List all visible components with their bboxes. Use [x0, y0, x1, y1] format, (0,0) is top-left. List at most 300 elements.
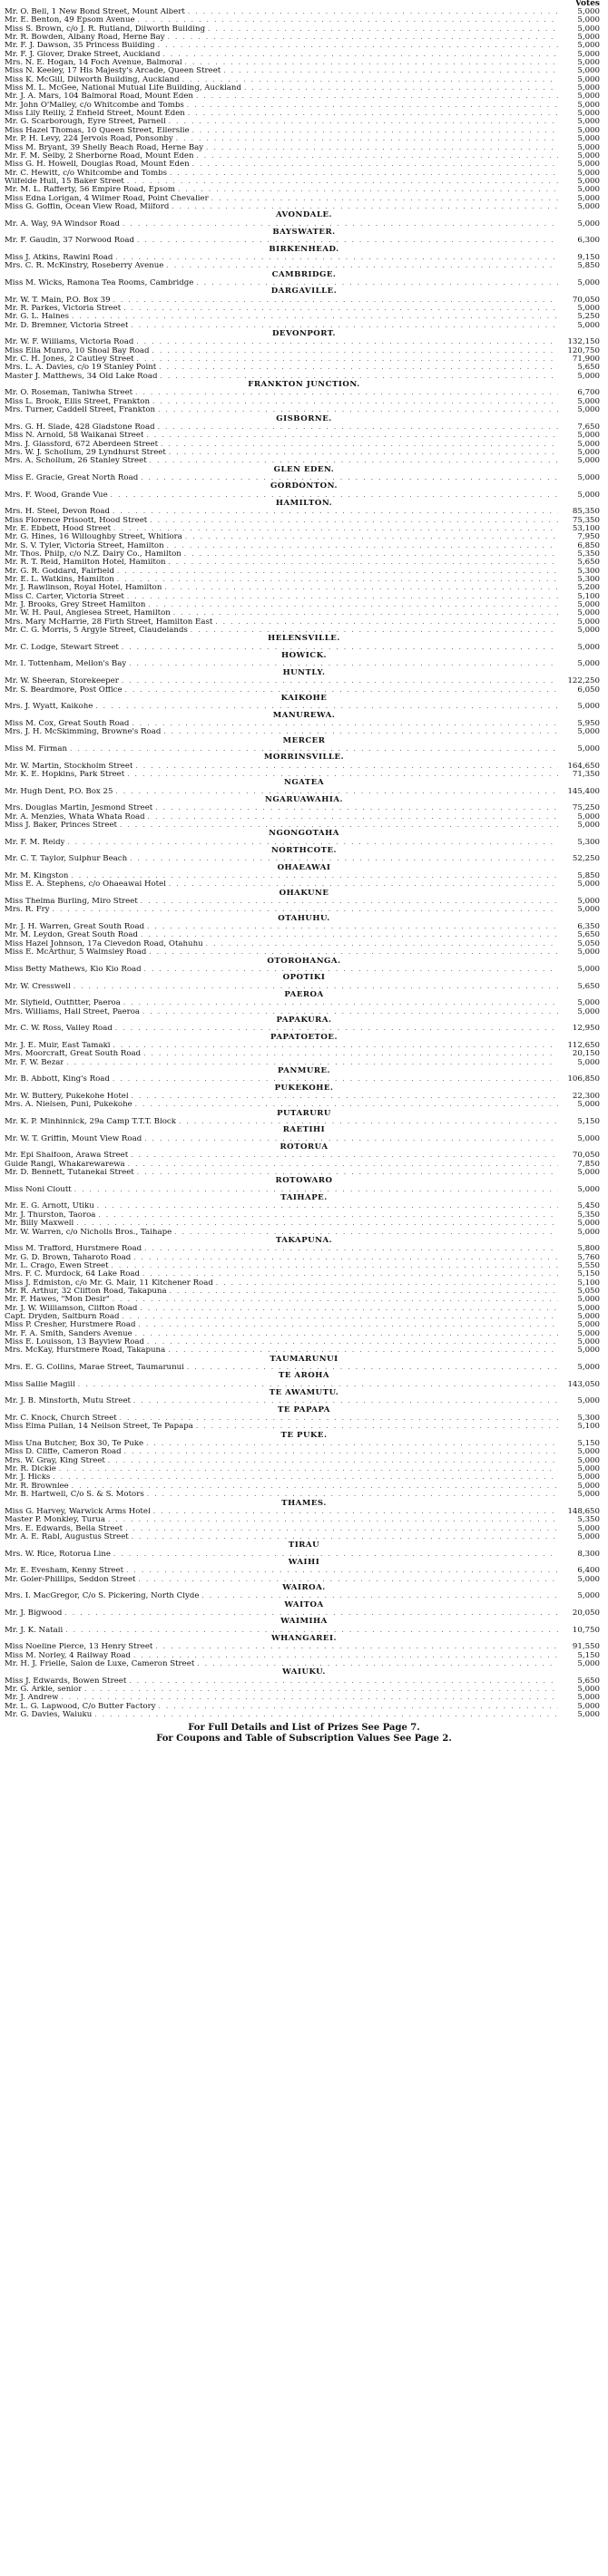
dot-leader [184, 1364, 558, 1372]
dot-leader [144, 1491, 558, 1499]
list-item [5, 923, 603, 931]
vote-count: 5,000 [577, 1312, 600, 1321]
list-item [5, 872, 603, 880]
entrant-name: Wilfelde Hull, 15 Baker Street [5, 177, 124, 186]
dot-leader [121, 999, 558, 1007]
list-item [5, 170, 603, 178]
entrant-name: Mr. J. B. Minsforth, Mutu Street [5, 1397, 131, 1406]
entrant-name: Mr. W. Buttery, Pukekohe Hotel [5, 1093, 129, 1101]
entrant-name: Miss Hazel Johnson, 17a Clevedon Road, Otahuhu [5, 939, 203, 948]
entrant-name: Miss G. Harvey, Warwick Arms Hotel [5, 1507, 151, 1516]
entrant-name: Mr. C. G. Morris, 5 Argyle Street, Claudelands [5, 627, 188, 636]
list-item [5, 1643, 603, 1651]
dot-leader [129, 1533, 558, 1541]
list-item [5, 1525, 603, 1533]
list-item [5, 449, 603, 457]
entrant-name: Guide Rangi, Whakarewarewa [5, 1160, 125, 1169]
entry-list [5, 8, 603, 1719]
dot-leader [165, 34, 558, 42]
entrant-name: Mr. F. J. Dawson, 35 Princess Building [5, 42, 155, 51]
entrant-name: Mr. J. Hicks [5, 1473, 51, 1482]
vote-count: 5,000 [577, 194, 600, 203]
entrant-name: Miss M. Norley, 4 Railway Road [5, 1651, 131, 1660]
vote-count: 5,000 [577, 1686, 600, 1695]
vote-count: 5,150 [577, 1651, 600, 1660]
entrant-name: Mr. C. T. Taylor, Sulphur Beach [5, 855, 128, 864]
dot-leader [193, 1423, 558, 1431]
section-heading: RAETIHI [282, 1125, 326, 1135]
vote-count: 5,000 [577, 1169, 600, 1178]
list-item [5, 1473, 603, 1482]
dot-leader [124, 593, 558, 601]
list-item [5, 618, 603, 627]
dot-leader [143, 432, 558, 440]
dot-leader [138, 898, 558, 906]
dot-leader [155, 423, 558, 432]
entrant-name: Mrs. W. Gray, King Street [5, 1456, 105, 1465]
dot-leader [167, 1288, 558, 1296]
vote-count: 5,000 [577, 1304, 600, 1313]
entrant-name: Mr. J. Andrew [5, 1694, 59, 1703]
dot-leader [155, 42, 558, 50]
list-item [5, 1220, 603, 1228]
entrant-name: Miss Thelma Burling, Miro Street [5, 898, 138, 907]
vote-count: 5,000 [577, 1482, 600, 1491]
list-item [5, 76, 603, 84]
entrant-name: Mr. J. Rawlinson, Royal Hotel, Hamilton [5, 584, 162, 593]
list-item [5, 110, 603, 118]
vote-count: 5,000 [577, 457, 600, 466]
vote-count: 5,050 [577, 1287, 600, 1296]
dot-leader [156, 364, 558, 372]
entrant-name: Mrs. A. Nielsen, Puni, Pukekohe [5, 1101, 132, 1110]
vote-count: 5,000 [577, 1329, 600, 1338]
list-item [5, 601, 603, 609]
vote-count: 5,000 [577, 59, 600, 68]
section-heading: DEVONPORT. [271, 329, 337, 339]
entrant-name: Miss J. Atkins, Rawini Road [5, 253, 113, 262]
entrant-name: Mr. Billy Maxwell [5, 1220, 74, 1229]
list-item [5, 34, 603, 42]
entrant-name: Mr. S. Beardmore, Post Office [5, 685, 123, 695]
dot-leader [241, 84, 558, 92]
dot-leader [147, 457, 558, 465]
vote-count: 5,000 [577, 617, 600, 627]
vote-count: 122,250 [567, 677, 600, 686]
vote-count: 5,100 [577, 1278, 600, 1288]
dot-leader [181, 550, 558, 559]
entrant-name: Mr. J. Brooks, Grey Street Hamilton [5, 601, 146, 610]
entrant-name: Mrs. N. E. Hogan, 14 Foch Avenue, Balmoral [5, 59, 182, 68]
entrant-name: Mr. F. M. Selby, 2 Sherborne Road, Mount Eden [5, 151, 194, 160]
entrant-name: Mr. C. H. Jones, 2 Cautley Street [5, 355, 134, 365]
entrant-name: Mr. Epi Shalfoon, Arawa Street [5, 1152, 129, 1161]
vote-count: 5,150 [577, 1270, 600, 1279]
list-item [5, 1508, 603, 1516]
entrant-name: Mr. W. T. Main, P.O. Box 39 [5, 296, 111, 305]
dot-leader [105, 1457, 558, 1465]
vote-count: 5,650 [577, 1677, 600, 1686]
entrant-name: Mr. J. Bigwood [5, 1609, 63, 1618]
vote-count: 20,050 [572, 1609, 600, 1618]
dot-leader [132, 1330, 558, 1338]
dot-leader [82, 1686, 558, 1694]
entrant-name: Mrs. Williams, Hall Street, Paeroa [5, 1007, 140, 1016]
entrant-name: Mr. L. Crago, Ewen Street [5, 1261, 109, 1270]
list-item [5, 102, 603, 110]
list-item [5, 423, 603, 432]
dot-leader [142, 966, 558, 974]
dot-leader [165, 1346, 558, 1355]
dot-leader [188, 627, 558, 635]
section-heading: NORTHCOTE. [270, 846, 338, 856]
section-heading: TE AWAMUTU. [269, 1388, 339, 1398]
vote-count: 145,400 [567, 787, 600, 796]
dot-leader [131, 1254, 558, 1262]
entrant-name: Miss N. Keeley, 17 His Majesty's Arcade, Queen Street [5, 67, 221, 76]
entrant-name: Mr. J. K. Natali [5, 1626, 64, 1635]
dot-leader [152, 1643, 558, 1651]
dot-leader [126, 660, 558, 668]
dot-leader [166, 118, 558, 126]
list-item [5, 1338, 603, 1346]
dot-leader [134, 237, 558, 245]
vote-count: 5,000 [577, 397, 600, 406]
entrant-name: Mr. F. M. Reidy [5, 838, 65, 847]
vote-count: 5,950 [577, 719, 600, 728]
list-item [5, 144, 603, 152]
dot-leader [150, 347, 558, 355]
vote-count: 5,000 [577, 999, 600, 1008]
dot-leader [193, 92, 558, 101]
entrant-name: Mr. H. J. Frielle, Salon de Luxe, Cameron Street [5, 1660, 195, 1669]
dot-leader [175, 186, 558, 194]
vote-count: 5,000 [577, 1575, 600, 1584]
list-item [5, 84, 603, 92]
vote-count: 5,350 [577, 1210, 600, 1220]
entrant-name: Miss L. Brook, Ellis Street, Frankton [5, 397, 151, 406]
vote-count: 5,000 [577, 660, 600, 669]
vote-count: 75,250 [572, 804, 600, 813]
dot-leader [184, 102, 558, 110]
entrant-name: Mr. W. Cresswell [5, 982, 71, 991]
entrant-name: Mr. E. Ebbett, Hood Street [5, 524, 112, 533]
vote-count: 5,000 [577, 440, 600, 449]
dot-leader [145, 813, 558, 821]
dot-leader [126, 1677, 558, 1686]
section-heading: NGONGOTAHA [269, 829, 339, 839]
vote-count: 5,000 [577, 473, 600, 482]
vote-count: 6,400 [577, 1567, 600, 1576]
list-item [5, 593, 603, 601]
list-item [5, 1161, 603, 1169]
dot-leader [144, 1338, 558, 1346]
dot-leader [193, 152, 558, 160]
dot-leader [124, 178, 558, 186]
list-item [5, 1042, 603, 1050]
vote-count: 120,750 [567, 346, 600, 355]
section-heading: ROTORUA [279, 1142, 329, 1152]
list-item [5, 508, 603, 516]
vote-count: 7,850 [577, 1160, 600, 1169]
list-item [5, 940, 603, 948]
list-item [5, 1652, 603, 1660]
dot-leader [182, 59, 558, 67]
vote-count: 5,000 [577, 75, 600, 84]
section-heading: THAMES. [281, 1498, 327, 1508]
vote-count: 6,050 [577, 685, 600, 695]
section-heading: BIRKENHEAD. [269, 244, 339, 254]
vote-count: 53,100 [572, 524, 600, 533]
dot-leader [209, 195, 558, 203]
list-item [5, 1711, 603, 1719]
entrant-name: Miss J. Edmiston, c/o Mr. G. Mair, 11 Kitchener Road [5, 1278, 213, 1288]
list-item [5, 160, 603, 169]
dot-leader [110, 508, 558, 516]
list-item [5, 305, 603, 313]
section-heading: WAITOA [284, 1599, 324, 1609]
vote-count: 71,350 [572, 770, 600, 779]
vote-count: 10,750 [572, 1626, 600, 1635]
dot-leader [131, 1652, 558, 1660]
entrant-name: Mrs. Moorcraft, Great South Road [5, 1050, 142, 1059]
section-heading: PUKEKOHE. [274, 1083, 334, 1093]
list-item [5, 1694, 603, 1702]
dot-leader [142, 1135, 558, 1143]
dot-leader [128, 1152, 558, 1160]
dot-leader [125, 1161, 558, 1169]
dot-leader [171, 609, 558, 617]
entrant-name: Miss E. A. Stephens, c/o Ohaeawai Hotel [5, 880, 166, 889]
list-item [5, 1093, 603, 1101]
section-heading: NGATEA [283, 778, 324, 788]
dot-leader [105, 1516, 558, 1524]
dot-leader [58, 1694, 558, 1702]
vote-count: 5,200 [577, 584, 600, 593]
entrant-name: Mr. W. T. Griffin, Mount View Road [5, 1134, 142, 1143]
dot-leader [132, 763, 558, 771]
vote-count: 91,550 [572, 1643, 600, 1652]
dot-leader [143, 1440, 558, 1448]
dot-leader [199, 1592, 558, 1600]
entrant-name: Mrs. Mary McHarrie, 28 Firth Street, Hamilton East [5, 617, 213, 627]
footer-coupons-note: For Coupons and Table of Subscription Values See Page 2. [156, 1734, 452, 1745]
vote-count: 5,300 [577, 567, 600, 576]
section-heading: WAIUKU. [282, 1667, 326, 1677]
dot-leader [111, 296, 558, 305]
entrant-name: Mr. A. Way, 9A Windsor Road [5, 219, 121, 228]
dot-leader [131, 1397, 558, 1405]
section-heading: FRANKTON JUNCTION. [248, 380, 360, 390]
entrant-name: Mr. J. Thurston, Taoroa [5, 1210, 96, 1220]
entrant-name: Mr. G. R. Goddard, Fairfield [5, 567, 115, 576]
dot-leader [185, 110, 558, 118]
dot-leader [123, 1567, 558, 1575]
entrant-name: Miss M. Firman [5, 744, 67, 753]
entrant-name: Mr. L. G. Lapwood, C/o Butter Factory [5, 1702, 156, 1711]
dot-leader [110, 1075, 558, 1084]
vote-count: 6,850 [577, 541, 600, 550]
dot-leader [163, 262, 558, 270]
entrant-name: Mrs. W. J. Schollum, 29 Lyndhurst Street [5, 448, 166, 457]
dot-leader [140, 1270, 558, 1278]
list-item [5, 533, 603, 541]
section-heading: KAIKOHE [280, 693, 328, 703]
vote-count: 5,000 [577, 126, 600, 135]
entrant-name: Miss Hazel Thomas, 10 Queen Street, Ellerslie [5, 126, 190, 135]
vote-count: 5,000 [577, 1101, 600, 1110]
section-heading: TE PAPAPA [278, 1405, 330, 1414]
list-item [5, 186, 603, 194]
vote-count: 5,650 [577, 931, 600, 940]
footer [5, 1723, 603, 1745]
section-heading: CAMBRIDGE. [271, 269, 337, 279]
vote-count: 5,150 [577, 1440, 600, 1449]
section-heading: OTAHUHU. [278, 913, 330, 923]
list-item [5, 389, 603, 397]
vote-count: 5,000 [577, 1456, 600, 1465]
dot-leader [172, 1229, 558, 1237]
footer-prizes-note: For Full Details and List of Prizes See Page 7. [188, 1723, 420, 1734]
dot-leader [140, 1008, 558, 1016]
entrant-name: Mrs. Turner, Caddell Street, Frankton [5, 406, 156, 415]
dot-leader [203, 940, 558, 948]
dot-leader [166, 449, 558, 457]
dot-leader [155, 406, 558, 414]
entrant-name: Mr. Slyfield, Outfitter, Paeroa [5, 999, 121, 1008]
dot-leader [123, 1525, 558, 1533]
list-item [5, 931, 603, 939]
entrant-name: Mr. C. Knock, Church Street [5, 1414, 117, 1424]
entrant-name: Mr. W. Martin, Stockholm Street [5, 762, 133, 771]
vote-count: 5,000 [577, 965, 600, 974]
list-item [5, 1152, 603, 1160]
dot-leader [121, 305, 558, 313]
entrant-name: Mrs. J. Wyatt, Kaikohe [5, 703, 93, 712]
entrant-name: Mr. C. Hewitt, c/o Whitcombe and Tombs [5, 169, 168, 178]
dot-leader [74, 1220, 558, 1228]
entrant-name: Mrs. W. Rice, Rotorua Line [5, 1550, 112, 1559]
entrant-name: Mr. O. Roseman, Taniwha Street [5, 389, 133, 398]
dot-leader [92, 1711, 558, 1719]
list-item [5, 1330, 603, 1338]
vote-count: 5,000 [577, 491, 600, 500]
dot-leader [69, 1482, 558, 1491]
list-item [5, 355, 603, 364]
entrant-name: Mr. F. W. Bezar [5, 1058, 64, 1067]
dot-leader [144, 923, 558, 931]
vote-count: 5,000 [577, 219, 600, 228]
entrant-name: Miss M. Trafford, Hurstmere Road [5, 1245, 142, 1254]
entrant-name: Miss G. H. Howell, Douglas Road, Mount Eden [5, 160, 190, 170]
entrant-name: Mr. K. P. Minhinnick, 29a Camp T.T.T. Block [5, 1118, 176, 1127]
entrant-name: Mr. J. A. Mars, 104 Balmoral Road, Mount Eden [5, 92, 193, 102]
vote-count: 5,000 [577, 202, 600, 211]
vote-count: 20,150 [572, 1050, 600, 1059]
section-heading: DARGAVILLE. [270, 287, 338, 296]
list-item [5, 1288, 603, 1296]
list-item [5, 1313, 603, 1321]
vote-count: 5,000 [577, 169, 600, 178]
section-heading: OHAKUNE [279, 888, 329, 898]
entrant-name: Mr. F. Hawes, "Mon Desir" [5, 1296, 110, 1305]
entrant-name: Mrs. H. Steel, Devon Road [5, 508, 111, 517]
section-heading: GISBORNE. [276, 413, 332, 423]
dot-leader [156, 1703, 558, 1711]
vote-count: 5,000 [577, 1702, 600, 1711]
entrant-name: Miss P. Cresher, Hurstmere Road [5, 1321, 136, 1330]
vote-count: 12,950 [572, 1025, 600, 1034]
vote-count: 5,000 [577, 1134, 600, 1143]
vote-count: 5,000 [577, 42, 600, 51]
entrant-name: Mrs. A. Schollum, 26 Stanley Street [5, 457, 147, 466]
entrant-name: Mr. G. Davies, Waiuku [5, 1711, 93, 1720]
entrant-name: Miss Noeline Pierce, 13 Henry Street [5, 1643, 153, 1652]
entrant-name: Miss K. McGill, Dilworth Building, Auckland [5, 75, 180, 84]
entrant-name: Miss Noni Cloutt [5, 1185, 72, 1194]
entrant-name: Mr. A. E. Rabl, Augustus Street [5, 1532, 129, 1541]
list-item [5, 178, 603, 186]
vote-count: 5,000 [577, 1448, 600, 1457]
section-heading: MORRINSVILLE. [263, 753, 345, 763]
section-heading: NGARUAWAHIA. [264, 794, 344, 804]
dot-leader [146, 948, 558, 957]
vote-count: 5,000 [577, 948, 600, 957]
vote-count: 22,300 [572, 1093, 600, 1101]
entrant-name: Mrs. J. H. McSkimming, Browne's Road [5, 728, 162, 737]
vote-count: 5,050 [577, 939, 600, 948]
section-heading: BAYSWATER. [272, 227, 336, 237]
vote-count: 5,000 [577, 8, 600, 16]
entrant-name: Mrs. Douglas Martin, Jesmond Street [5, 804, 153, 813]
vote-count: 5,000 [577, 728, 600, 737]
vote-count: 6,700 [577, 389, 600, 398]
entrant-name: Mr. Hugh Dent, P.O. Box 25 [5, 787, 113, 796]
vote-count: 5,550 [577, 1261, 600, 1270]
entrant-name: Miss M. Bryant, 39 Shelly Beach Road, Herne Bay [5, 143, 204, 152]
dot-leader [176, 1118, 558, 1126]
entrant-name: Mrs. R. Fry [5, 906, 50, 915]
dot-leader [158, 441, 558, 449]
list-item [5, 1321, 603, 1329]
dot-leader [145, 601, 558, 609]
vote-count: 5,000 [577, 1711, 600, 1720]
vote-count: 5,000 [577, 1346, 600, 1356]
entrant-name: Mr. M. Kingston [5, 872, 69, 881]
list-item [5, 1686, 603, 1694]
dot-leader [152, 804, 558, 812]
list-item [5, 804, 603, 812]
list-item [5, 254, 603, 262]
list-item [5, 51, 603, 59]
section-heading: OTOROHANGA. [267, 956, 341, 966]
vote-count: 5,000 [577, 101, 600, 110]
entrant-name: Mr. G. D. Brown, Taharoto Road [5, 1253, 132, 1262]
vote-count: 8,300 [577, 1550, 600, 1559]
vote-count: 5,000 [577, 186, 600, 195]
vote-count: 5,000 [577, 1660, 600, 1669]
vote-count: 5,000 [577, 601, 600, 610]
vote-count: 5,100 [577, 1423, 600, 1432]
vote-count: 6,350 [577, 923, 600, 932]
vote-count: 5,000 [577, 1364, 600, 1372]
vote-count: 5,850 [577, 872, 600, 881]
vote-count: 5,000 [577, 1337, 600, 1346]
section-heading: MANUREWA. [272, 710, 336, 720]
list-item [5, 763, 603, 771]
vote-count: 9,150 [577, 253, 600, 262]
vote-count: 5,000 [577, 812, 600, 821]
